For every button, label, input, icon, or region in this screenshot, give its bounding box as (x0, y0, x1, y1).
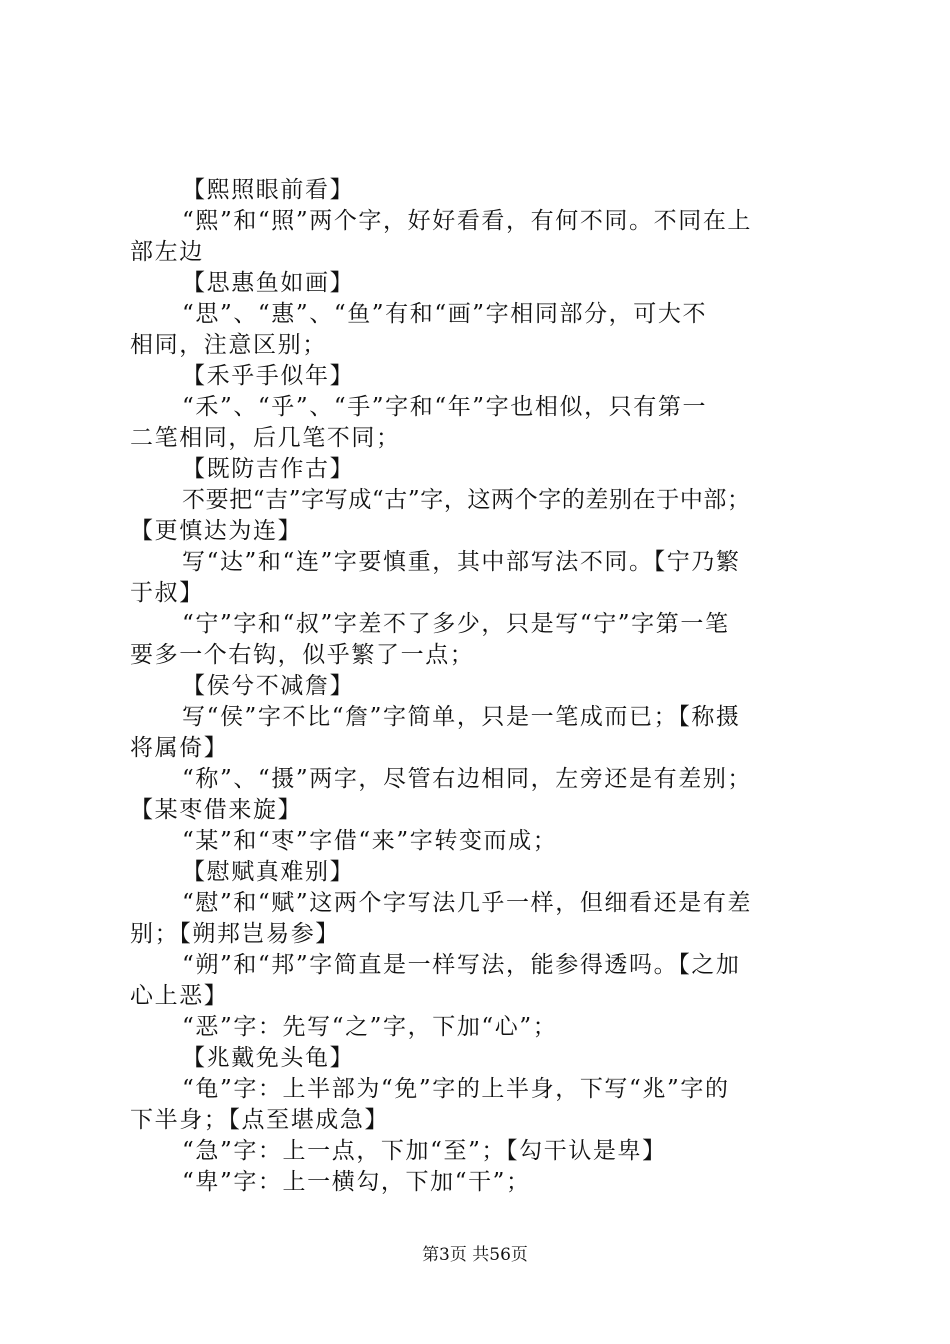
text-line: 不要把“吉”字写成“古”字，这两个字的差别在于中部； (182, 487, 751, 513)
text-line: 【某枣借来旋】 (130, 797, 303, 823)
text-line: 【熙照眼前看】 (182, 177, 355, 203)
text-line: “宁”字和“叔”字差不了多少，只是写“宁”字第一笔 (182, 611, 730, 637)
text-line: 要多一个右钩，似乎繁了一点； (130, 642, 475, 668)
document-body (130, 175, 842, 1198)
text-line: 【既防吉作古】 (182, 456, 355, 482)
text-line: 【兆戴免头龟】 (182, 1045, 355, 1071)
text-line: 相同，注意区别； (130, 332, 327, 358)
text-line: 别；【朔邦岂易参】 (130, 921, 340, 947)
text-line: 将属倚】 (130, 735, 229, 761)
text-line: “思”、“惠”、“鱼”有和“画”字相同部分，可大不 (182, 301, 708, 327)
text-line: 部左边 (130, 239, 204, 265)
text-line: “慰”和“赋”这两个字写法几乎一样，但细看还是有差 (182, 890, 753, 916)
text-line: 【侯兮不减詹】 (182, 673, 355, 699)
text-line: “禾”、“乎”、“手”字和“年”字也相似，只有第一 (182, 394, 708, 420)
text-line: “熙”和“照”两个字，好好看看，有何不同。不同在上 (182, 208, 753, 234)
text-line: 【思惠鱼如画】 (182, 270, 355, 296)
text-line: “称”、“摄”两字，尽管右边相同，左旁还是有差别； (182, 766, 753, 792)
text-line: “朔”和“邦”字简直是一样写法，能参得透吗。【之加 (182, 952, 741, 978)
text-line: “急”字：上一点，下加“至”；【勾干认是卑】 (182, 1138, 667, 1164)
text-line: 二笔相同，后几笔不同； (130, 425, 401, 451)
text-line: 于叔】 (130, 580, 204, 606)
text-line: 心上恶】 (130, 983, 229, 1009)
text-line: 写“侯”字不比“詹”字简单，只是一笔成而已；【称摄 (182, 704, 741, 730)
text-line: “龟”字：上半部为“免”字的上半身，下写“兆”字的 (182, 1076, 730, 1102)
text-line: 【禾乎手似年】 (182, 363, 355, 389)
text-line: “某”和“枣”字借“来”字转变而成； (182, 828, 558, 854)
text-line: 【慰赋真难别】 (182, 859, 355, 885)
text-line: “恶”字：先写“之”字，下加“心”； (182, 1014, 558, 1040)
text-line: 【更慎达为连】 (130, 518, 303, 544)
page-footer: 第3页 共56页 (422, 1245, 528, 1265)
text-line: 写“达”和“连”字要慎重，其中部写法不同。【宁乃繁 (182, 549, 741, 575)
text-line: 下半身；【点至堪成急】 (130, 1107, 390, 1133)
text-line: “卑”字：上一横勾，下加“干”； (182, 1169, 531, 1195)
